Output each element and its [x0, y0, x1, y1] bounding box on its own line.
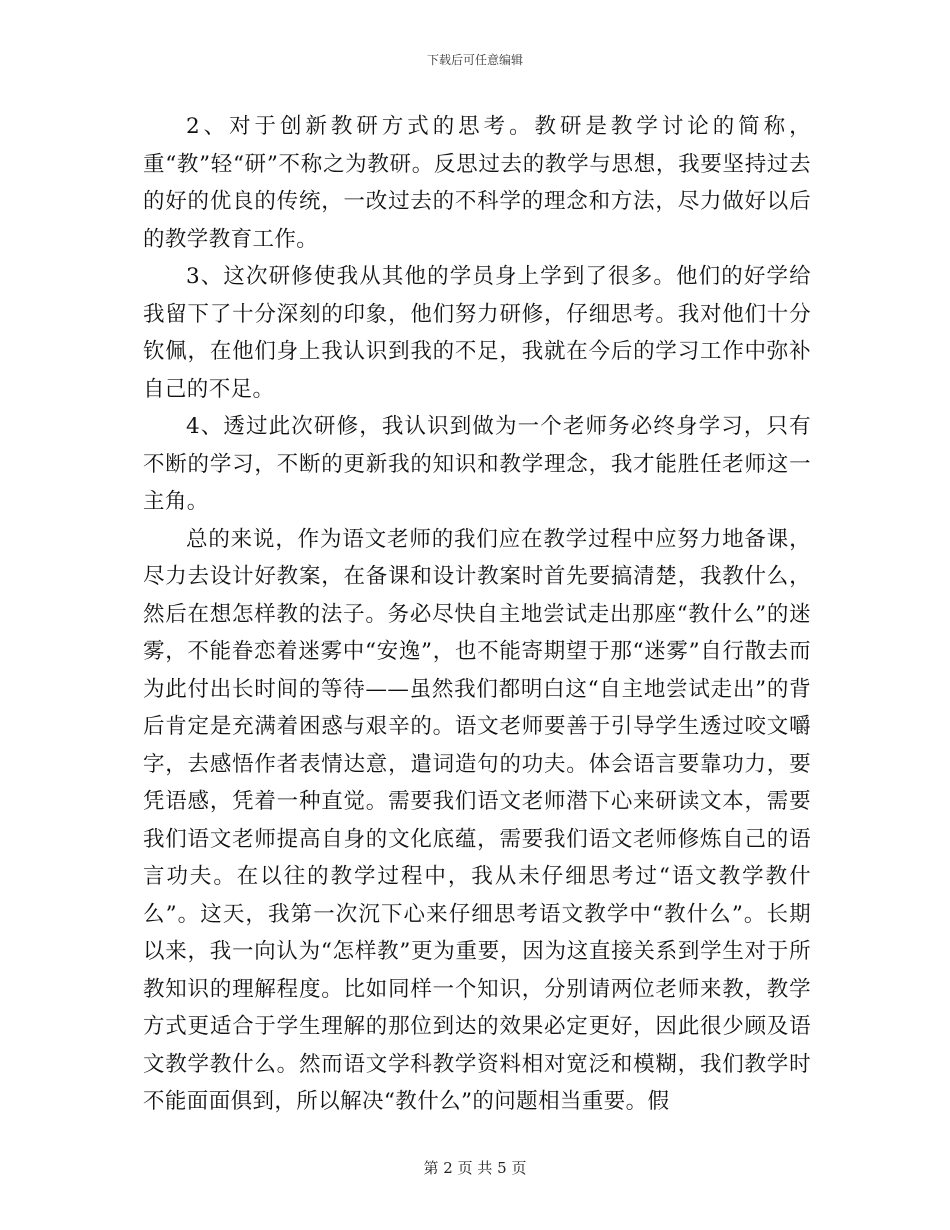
paragraph-item-3: 3、这次研修使我从其他的学员身上学到了很多。他们的好学给我留下了十分深刻的印象，他们努力研修，仔细思考。我对他们十分钦佩，在他们身上我认识到我的不足，我就在今后的学习工作中弥补自己的不足。 — [143, 264, 811, 402]
paragraph-item-2: 2、对于创新教研方式的思考。教研是教学讨论的简称，重“教”轻“研”不称之为教研。反思过去的教学与思想，我要坚持过去的好的优良的传统，一改过去的不科学的理念和方法，尽力做好以后的教学教育工作。 — [143, 114, 811, 252]
document-body — [143, 108, 811, 1121]
paragraph-item-4: 4、透过此次研修，我认识到做为一个老师务必终身学习，只有不断的学习，不断的更新我的知识和教学理念，我才能胜任老师这一主角。 — [143, 414, 811, 514]
page-number-footer: 第 2 页 共 5 页 — [423, 1159, 527, 1177]
paragraph-summary: 总的来说，作为语文老师的我们应在教学过程中应努力地备课，尽力去设计好教案，在备课和设计教案时首先要搞清楚，我教什么，然后在想怎样教的法子。务必尽快自主地尝试走出那座“教什么”的迷雾，不能眷恋着迷雾中“安逸”，也不能寄期望于那“迷雾”自行散去而为此付出长时间的等待——虽然我们都明白这“自主地尝试走出”的背后肯定是充满着困惑与艰辛的。语文老师要善于引导学生透过咬文嚼字，去感悟作者表情达意，遣词造句的功夫。体会语言要靠功力，要凭语感，凭着一种直觉。需要我们语文老师潜下心来研读文本，需要我们语文老师提高自身的文化底蕴，需要我们语文老师修炼自己的语言功夫。在以往的教学过程中，我从未仔细思考过“语文教学教什么”。这天，我第一次沉下心来仔细思考语文教学中“教什么”。长期以来，我一向认为“怎样教”更为重要，因为这直接关系到学生对于所教知识的理解程度。比如同样一个知识，分别请两位老师来教，教学方式更适合于学生理解的那位到达的效果必定更好，因此很少顾及语文教学教什么。然而语文学科教学资料相对宽泛和模糊，我们教学时不能面面俱到，所以解决“教什么”的问题相当重要。假 — [143, 526, 811, 1114]
page-header: 下载后可任意编辑 — [426, 53, 523, 67]
